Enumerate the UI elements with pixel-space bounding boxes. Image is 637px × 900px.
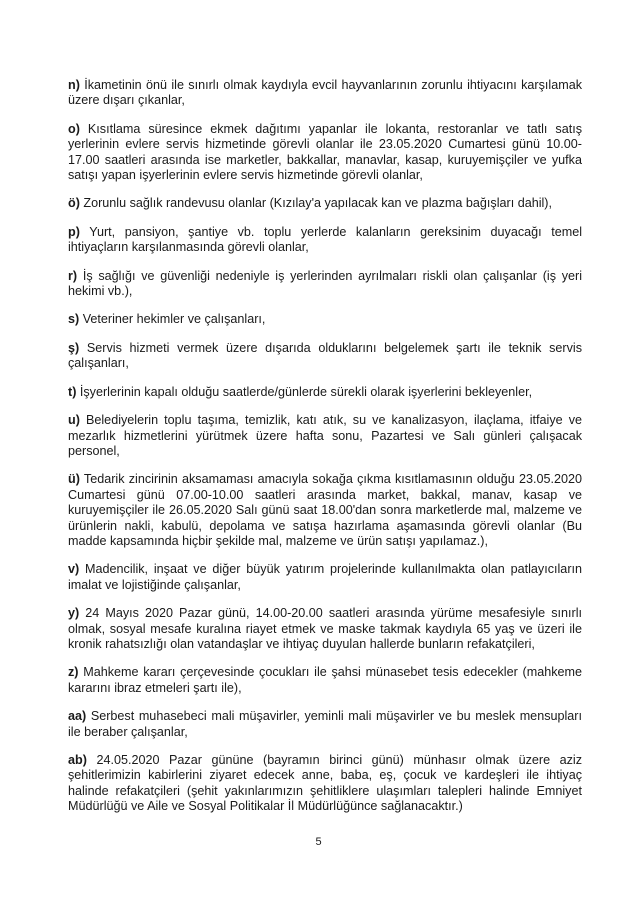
item-label: r) [68,268,78,283]
item-text: Serbest muhasebeci mali müşavirler, yeminli mali müşavirler ve bu meslek mensupları ile beraber çalışanlar, [68,709,582,739]
item-text: İş sağlığı ve güvenliği nedeniyle iş yerlerinden ayrılmaları riskli olan çalışanlar (iş yeri hekimi vb.), [68,268,583,299]
item-label: s) [68,312,80,327]
item-label: ü) [68,472,80,487]
list-item-z [68,665,582,696]
item-text: İşyerlerinin kapalı olduğu saatlerde/günlerde sürekli olarak işyerlerini bekleyenler, [79,384,533,399]
item-text: Belediyelerin toplu taşıma, temizlik, katı atık, su ve kanalizasyon, ilaçlama, itfaiye ve mezarlık hizmetlerini yürütmek üzere hafta sonu, Pazartesi ve Salı günleri çalışacak personel, [68,413,583,458]
item-label: ö) [68,196,80,211]
item-label: ş) [68,340,80,355]
item-label: aa) [68,709,87,724]
item-label: t) [68,384,77,399]
item-label: n) [68,78,80,92]
item-label: u) [68,413,80,428]
item-text: Veteriner hekimler ve çalışanları, [82,312,266,327]
list-item-aa [68,709,582,740]
item-label: z) [68,665,79,680]
list-item-o-umlaut [68,196,582,211]
list-item-u-umlaut [68,472,582,549]
list-item-ab [68,753,582,815]
list-item-o [68,122,582,184]
item-label: y) [68,606,80,621]
list-item-n [68,78,582,109]
item-text: Zorunlu sağlık randevusu olanlar (Kızılay'a yapılacak kan ve plazma bağışları dahil), [83,196,553,211]
list-item-p [68,225,582,256]
list-item-r [68,269,582,300]
item-text: Yurt, pansiyon, şantiye vb. toplu yerlerde kalanların gereksinim duyacağı temel ihtiyaçların karşılanmasında görevli olanlar, [68,224,582,255]
item-label: p) [68,224,80,239]
item-label: o) [68,121,80,136]
item-text: 24.05.2020 Pazar gününe (bayramın birinci günü) münhasır olmak üzere aziz şehitlerimizin kabirlerini ziyaret edecek anne, baba, eş, çocuk ve kardeşleri ile ihtiyaç halinde refakatçileri (şehit yakınlarımızın şehitliklere ulaşımları talepleri halinde Emniyet Müdürlüğü ve Aile ve Sosyal Politikalar İl Müdürlüğünce sağlanacaktır.) [68,753,583,814]
item-label: v) [68,562,80,577]
item-text: Madencilik, inşaat ve diğer büyük yatırım projelerinde kullanılmakta olan patlayıcıların imalat ve lojistiğinde çalışanlar, [68,562,583,592]
list-item-u [68,413,582,459]
item-text: Tedarik zincirinin aksamaması amacıyla sokağa çıkma kısıtlamasının olduğu 23.05.2020 Cumartesi günü 07.00-10.00 saatleri arasında market, bakkal, manav, kasap ve kuruyemişçiler ile 26.05.2020 Salı günü saat 18.00'dan sonra marketlerde mal, malzeme ve ürünlerin nakli, kabulü, depolama ve satışa hazırlama aşamasında görevli olanlar (Bu madde kapsamında hiçbir şekilde mal, malzeme ve ürün satışı yapılamaz.), [68,472,582,548]
list-item-s-cedilla [68,341,582,372]
item-text: Servis hizmeti vermek üzere dışarıda olduklarını belgelemek şartı ile teknik servis çalışanları, [68,340,583,371]
list-item-v [68,562,582,593]
item-text: Mahkeme kararı çerçevesinde çocukları ile şahsi münasebet tesis edecekler (mahkeme kararını ibraz etmeleri şartı ile), [68,665,583,695]
list-item-y [68,606,582,652]
item-label: ab) [68,753,87,767]
item-text: 24 Mayıs 2020 Pazar günü, 14.00-20.00 saatleri arasında yürüme mesafesiyle sınırlı olmak, sosyal mesafe kuralına riayet etmek ve maske takmak kaydıyla 65 yaş ve üzeri ile kronik rahatsızlığı olan vatandaşlar ve ihtiyaç duyulan hallerde bunların refakatçileri, [68,606,582,651]
item-text: Kısıtlama süresince ekmek dağıtımı yapanlar ile lokanta, restoranlar ve tatlı satış yerlerinin evlere servis hizmetinde görevli olanlar ile 23.05.2020 Cumartesi günü 10.00-17.00 saatleri arasında ise marketler, bakkallar, manavlar, kasap, kuruyemişçiler ve yufka satışı yapan işyerlerinin evlere servis hizmetinde görevli olanlar, [68,121,582,183]
list-item-s [68,312,582,327]
item-text: İkametinin önü ile sınırlı olmak kaydıyla evcil hayvanlarının zorunlu ihtiyacını karşılamak üzere dışarı çıkanlar, [68,78,583,108]
list-item-t [68,385,582,400]
page-number: 5 [315,836,322,848]
